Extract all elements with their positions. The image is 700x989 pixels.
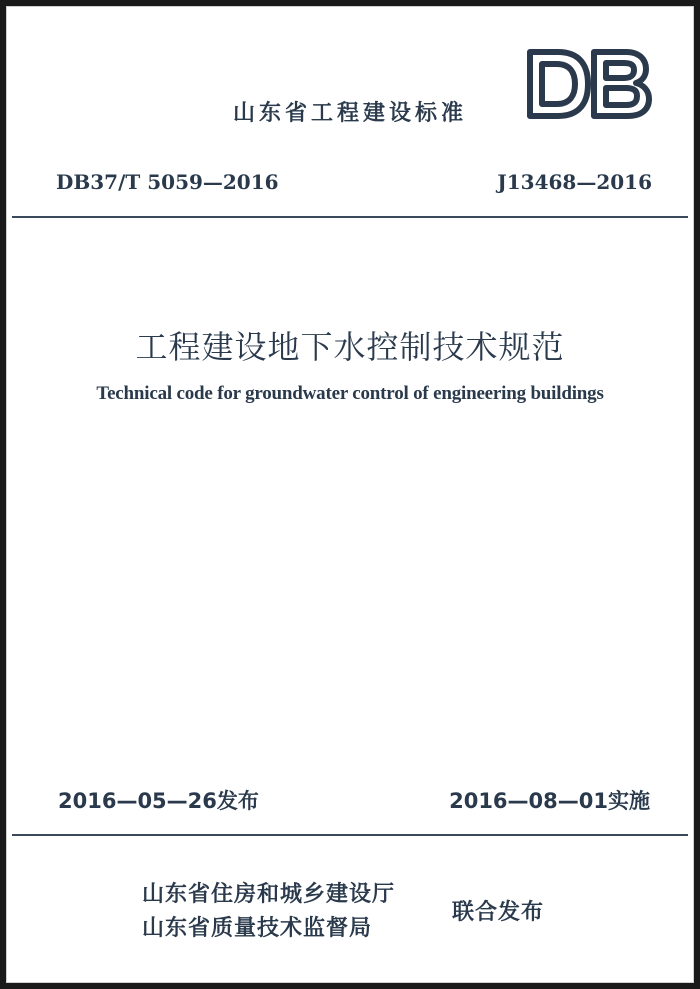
record-number: J13468—2016 xyxy=(497,170,652,194)
org-title: 山东省工程建设标准 xyxy=(232,101,467,126)
document-cover xyxy=(6,6,694,983)
chinese-title: 工程建设地下水控制技术规范 xyxy=(135,328,565,366)
bottom-divider xyxy=(12,834,688,836)
english-title: Technical code for groundwater control of engineering buildings xyxy=(96,383,604,404)
issuer-line: 山东省住房和城乡建设厅 xyxy=(142,882,396,907)
top-divider xyxy=(12,216,688,218)
joint-issue-label: 联合发布 xyxy=(452,900,545,925)
issuer-line: 山东省质量技术监督局 xyxy=(142,916,373,941)
issuer-list xyxy=(142,878,395,946)
standard-number: DB37/T 5059—2016 xyxy=(56,170,279,194)
db-logo xyxy=(522,48,654,120)
effective-date: 2016—08—01实施 xyxy=(449,789,650,813)
issue-date: 2016—05—26发布 xyxy=(58,789,259,813)
